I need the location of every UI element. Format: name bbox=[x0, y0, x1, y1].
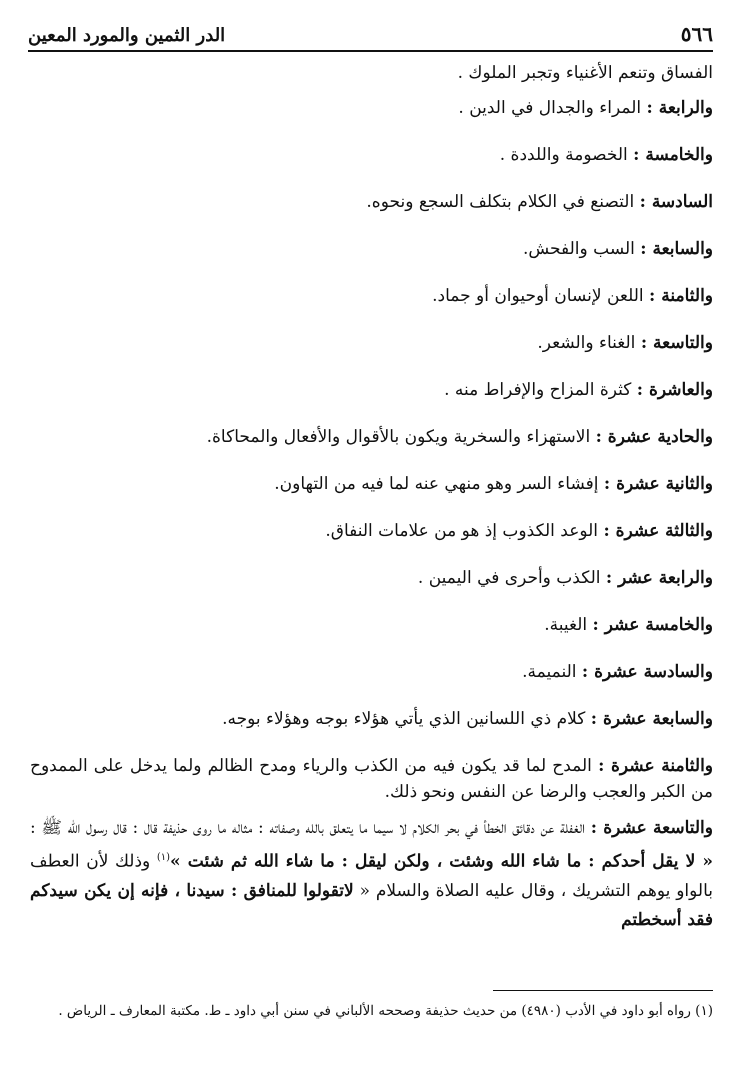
list-item bbox=[30, 377, 713, 403]
hadith-quote: « لا يقل أحدكم : ما شاء الله وشئت ، ولكن ليقل : ما شاء الله ثم شئت » bbox=[170, 851, 713, 872]
list-item bbox=[30, 189, 713, 215]
item-text: النميمة. bbox=[522, 662, 577, 682]
item-heading: والسابعة : bbox=[640, 239, 713, 259]
item-text: التصنع في الكلام بتكلف السجع ونحوه. bbox=[366, 192, 635, 212]
item-text: المدح لما قد يكون فيه من الكذب والرياء ومدح الظالم ولما يدخل على الممدوح من الكبر والعجب والرضا عن النفس ونحو ذلك. bbox=[30, 756, 713, 802]
item-heading: والسابعة عشرة : bbox=[590, 709, 713, 729]
item-heading: والحادية عشرة : bbox=[595, 427, 713, 447]
item-text: المراء والجدال في الدين . bbox=[458, 98, 642, 118]
item-text: الغناء والشعر. bbox=[537, 333, 636, 353]
list-item bbox=[30, 518, 713, 544]
item-text: الغيبة. bbox=[544, 615, 588, 635]
item-text: اللعن لإنسان أوحيوان أو جماد. bbox=[432, 286, 644, 306]
item-text: الكذب وأحرى في اليمين . bbox=[417, 568, 601, 588]
item-text: كلام ذي اللسانين الذي يأتي هؤلاء بوجه وهؤلاء بوجه. bbox=[222, 709, 586, 729]
footnote-marker[interactable]: (١) bbox=[156, 852, 171, 863]
list-item bbox=[30, 659, 713, 685]
item-text: السب والفحش. bbox=[522, 239, 635, 259]
book-title: الدر الثمين والمورد المعين bbox=[28, 25, 226, 46]
header-rule bbox=[28, 50, 713, 52]
item-heading: والعاشرة : bbox=[636, 380, 713, 400]
list-item bbox=[30, 706, 713, 732]
list-item bbox=[30, 565, 713, 591]
item-heading: والثامنة : bbox=[649, 286, 713, 306]
item-text: الاستهزاء والسخرية ويكون بالأقوال والأفعال والمحاكاة. bbox=[206, 427, 591, 447]
item-heading: والتاسعة عشرة : bbox=[590, 818, 713, 838]
page-number: ٥٦٦ bbox=[680, 22, 713, 46]
footnote: (١) رواه أبو داود في الأدب (٤٩٨٠) من حديث حذيفة وصححه الألباني في سنن أبي داود ـ ط. مكتبة المعارف ـ الرياض . bbox=[58, 1003, 713, 1019]
hadith-quote-2: لاتقولوا للمنافق : سيدنا ، فإنه إن يكن سيدكم فقد أسخطتم bbox=[30, 880, 713, 930]
main-text bbox=[30, 60, 713, 935]
list-item bbox=[30, 142, 713, 168]
list-item-last bbox=[30, 814, 713, 935]
item-text: إفشاء السر وهو منهي عنه لما فيه من التهاون. bbox=[274, 474, 599, 494]
list-item bbox=[30, 753, 713, 805]
item-heading: والخامسة : bbox=[633, 145, 713, 165]
list-item bbox=[30, 236, 713, 262]
item-heading: والثامنة عشرة : bbox=[598, 756, 714, 776]
item-heading: والرابعة : bbox=[646, 98, 713, 118]
list-item bbox=[30, 424, 713, 450]
list-item bbox=[30, 283, 713, 309]
item-text-cont: وذلك لأن العطف بالواو يوهم التشريك ، وقال عليه الصلاة والسلام « bbox=[30, 851, 714, 901]
item-heading: والثانية عشرة : bbox=[603, 474, 713, 494]
item-text: كثرة المزاح والإفراط منه . bbox=[444, 380, 632, 400]
item-heading: والخامسة عشر : bbox=[592, 615, 713, 635]
list-item bbox=[30, 612, 713, 638]
item-text: الغفلة عن دقائق الخطأ في بحر الكلام لا سيما ما يتعلق بالله وصفاته : مثاله ما روى حذيفة قال : قال رسول الله ﷺ : bbox=[30, 818, 586, 838]
item-heading: والرابعة عشر : bbox=[605, 568, 713, 588]
intro-line: الفساق وتنعم الأغنياء وتجبر الملوك . bbox=[457, 63, 713, 83]
list-item bbox=[30, 330, 713, 356]
item-heading: والثالثة عشرة : bbox=[603, 521, 713, 541]
item-text: الخصومة واللددة . bbox=[499, 145, 628, 165]
page-header bbox=[28, 16, 713, 46]
item-heading: السادسة : bbox=[639, 192, 713, 212]
footnote-rule bbox=[493, 990, 713, 991]
list-item bbox=[30, 471, 713, 497]
item-heading: والسادسة عشرة : bbox=[581, 662, 713, 682]
item-text: الوعد الكذوب إذ هو من علامات النفاق. bbox=[325, 521, 599, 541]
list-item bbox=[30, 95, 713, 121]
item-heading: والتاسعة : bbox=[640, 333, 713, 353]
